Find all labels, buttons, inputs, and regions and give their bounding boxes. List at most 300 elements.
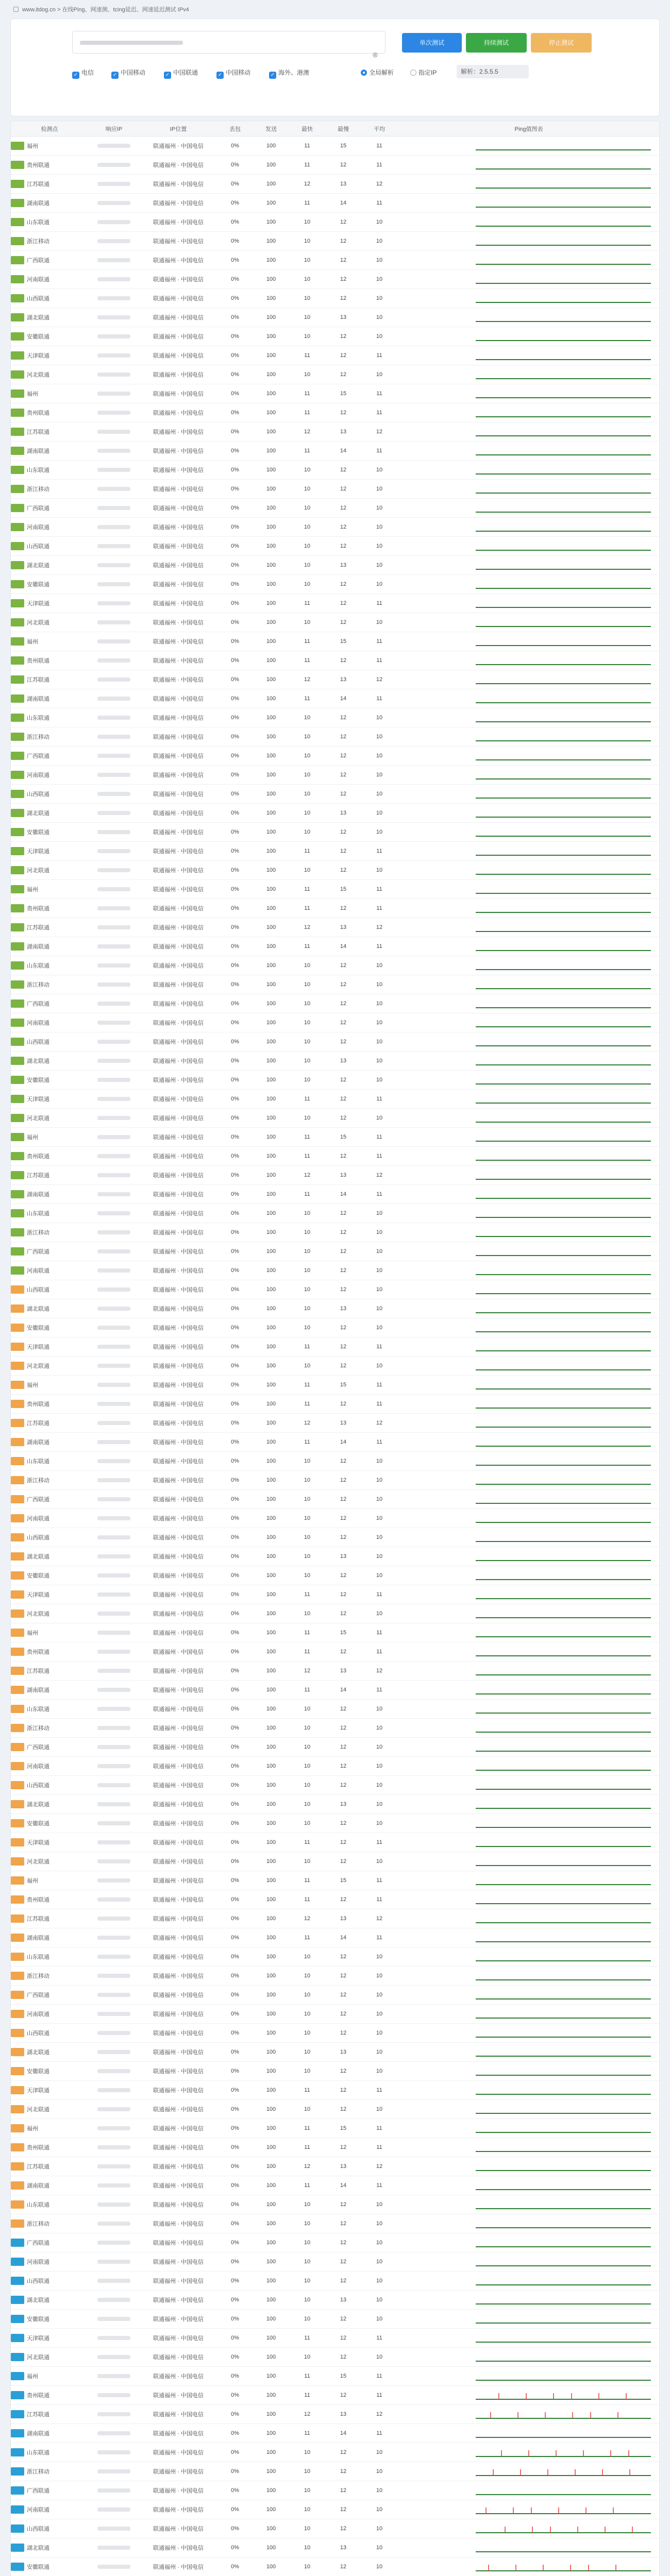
response-ip: [97, 1230, 130, 1234]
max: 12: [340, 1020, 347, 1026]
table-row[interactable]: [11, 537, 660, 556]
table-row[interactable]: [11, 1223, 660, 1242]
ip-location: 联通福州 · 中国电信: [153, 1173, 204, 1179]
ping-chart: [476, 635, 651, 649]
ip-location: 联通福州 · 中国电信: [153, 1134, 204, 1141]
node-cell: [11, 365, 88, 384]
table-row[interactable]: [11, 1090, 660, 1109]
table-row[interactable]: [11, 2367, 660, 2386]
table-row[interactable]: [11, 1471, 660, 1490]
max: 13: [340, 1058, 347, 1064]
table-row[interactable]: [11, 1261, 660, 1280]
table-row[interactable]: [11, 289, 660, 308]
table-row[interactable]: [11, 899, 660, 918]
table-row[interactable]: [11, 2386, 660, 2405]
ip-location: 联通福州 · 中国电信: [153, 2545, 204, 2551]
table-row[interactable]: [11, 727, 660, 747]
max: 12: [340, 1611, 347, 1617]
ip-location: 联通福州 · 中国电信: [153, 1001, 204, 1007]
isp-tag: [11, 2524, 24, 2533]
isp-tag: [11, 523, 24, 531]
loss: 0%: [231, 1420, 239, 1426]
ip-location: 联通福州 · 中国电信: [153, 410, 204, 416]
node-cell: [11, 2329, 88, 2347]
table-row[interactable]: [11, 1795, 660, 1814]
table-row[interactable]: [11, 480, 660, 499]
table-row[interactable]: [11, 2329, 660, 2348]
table-row[interactable]: [11, 1318, 660, 1337]
table-row[interactable]: [11, 1147, 660, 1166]
avg: 10: [376, 1534, 383, 1540]
isp-tag: [11, 2124, 24, 2132]
loss: 0%: [231, 1782, 239, 1788]
table-row[interactable]: [11, 2348, 660, 2367]
response-ip: [97, 544, 130, 548]
table-row[interactable]: [11, 975, 660, 994]
response-ip: [97, 868, 130, 872]
table-row[interactable]: [11, 175, 660, 194]
isp-tag: [11, 1514, 24, 1522]
isp-tag: [11, 1171, 24, 1179]
table-row[interactable]: [11, 2043, 660, 2062]
table-row[interactable]: [11, 1395, 660, 1414]
table-row[interactable]: [11, 1681, 660, 1700]
max: 13: [340, 2297, 347, 2303]
avg: 11: [376, 2335, 382, 2341]
ip-location: 联通福州 · 中国电信: [153, 2202, 204, 2208]
avg: 10: [376, 810, 383, 816]
table-row[interactable]: [11, 1299, 660, 1318]
response-ip: [97, 2012, 130, 2016]
table-row[interactable]: [11, 1852, 660, 1871]
node-name: 山西联通: [27, 791, 49, 798]
ip-cell: [88, 2557, 140, 2576]
table-row[interactable]: [11, 2176, 660, 2195]
table-row[interactable]: [11, 556, 660, 575]
table-row[interactable]: [11, 575, 660, 594]
table-row[interactable]: [11, 346, 660, 365]
ip-field[interactable]: 解析：2.5.5.5: [457, 65, 529, 78]
table-row[interactable]: [11, 1719, 660, 1738]
sent: 100: [266, 1477, 276, 1483]
option-cernet[interactable]: ✓ 中国移动: [216, 68, 250, 76]
isp-tag: [11, 275, 24, 283]
table-row[interactable]: [11, 2252, 660, 2272]
table-row[interactable]: [11, 2272, 660, 2291]
node-name: 江苏联通: [27, 1916, 49, 1922]
table-row[interactable]: [11, 2481, 660, 2500]
avg: 10: [376, 1820, 383, 1826]
table-row[interactable]: [11, 594, 660, 613]
node-name: 天津联通: [27, 2088, 49, 2094]
max: 12: [340, 1858, 347, 1865]
ip-location: 联通福州 · 中国电信: [153, 258, 204, 264]
ping-chart: [476, 2465, 651, 2479]
table-row[interactable]: [11, 1185, 660, 1204]
table-row[interactable]: [11, 156, 660, 175]
node-name: 安徽联通: [27, 2316, 49, 2323]
avg: 10: [376, 1077, 383, 1083]
table-row[interactable]: [11, 1814, 660, 1833]
response-ip: [97, 2202, 130, 2207]
avg: 10: [376, 2545, 383, 2551]
table-row[interactable]: [11, 1509, 660, 1528]
node-name: 浙江移动: [27, 239, 49, 245]
table-row[interactable]: [11, 1204, 660, 1223]
table-row[interactable]: [11, 308, 660, 327]
table-row[interactable]: [11, 1986, 660, 2005]
avg: 10: [376, 2106, 383, 2112]
isp-tag: [11, 1590, 24, 1599]
table-row[interactable]: [11, 1776, 660, 1795]
table-row[interactable]: [11, 2405, 660, 2424]
table-row[interactable]: [11, 689, 660, 708]
node-name: 天津联通: [27, 1344, 49, 1350]
table-row[interactable]: [11, 461, 660, 480]
node-cell: [11, 594, 88, 613]
min: 11: [304, 2392, 310, 2398]
table-row[interactable]: [11, 880, 660, 899]
min: 10: [304, 2487, 311, 2494]
option-mobile[interactable]: ✓ 中国移动: [111, 68, 145, 76]
sent: 100: [266, 1191, 276, 1197]
node-cell: [11, 156, 88, 174]
table-row[interactable]: [11, 518, 660, 537]
table-row[interactable]: [11, 1642, 660, 1662]
response-ip: [97, 2412, 130, 2416]
table-row[interactable]: [11, 1013, 660, 1032]
loss: 0%: [231, 2487, 239, 2494]
node-cell: [11, 2367, 88, 2385]
table-row[interactable]: [11, 1604, 660, 1623]
table-row[interactable]: [11, 861, 660, 880]
sent: 100: [266, 638, 276, 645]
table-row[interactable]: [11, 1032, 660, 1052]
min: 10: [304, 562, 311, 568]
node-name: 湖北联通: [27, 563, 49, 569]
isp-tag: [11, 999, 24, 1008]
node-cell: [11, 308, 88, 327]
response-ip: [97, 716, 130, 720]
loss: 0%: [231, 410, 239, 416]
table-row[interactable]: [11, 1833, 660, 1852]
max: 12: [340, 962, 347, 969]
max: 12: [340, 1534, 347, 1540]
sent: 100: [266, 1306, 276, 1312]
avg: 10: [376, 1458, 383, 1464]
ping-chart: [476, 692, 651, 706]
response-ip: [97, 1878, 130, 1883]
table-row[interactable]: [11, 670, 660, 689]
table-row[interactable]: [11, 1280, 660, 1299]
ip-location: 联通福州 · 中国电信: [153, 1802, 204, 1808]
max: 14: [340, 2430, 347, 2436]
isp-tag: [11, 2563, 24, 2571]
ip-location: 联通福州 · 中国电信: [153, 1020, 204, 1026]
table-row[interactable]: [11, 2081, 660, 2100]
table-row[interactable]: [11, 2538, 660, 2557]
table-row[interactable]: [11, 1528, 660, 1547]
min: 10: [304, 1744, 311, 1750]
table-row[interactable]: [11, 804, 660, 823]
option-telecom[interactable]: ✓ 电信: [72, 68, 94, 76]
node-cell: [11, 1471, 88, 1489]
table-row[interactable]: [11, 1433, 660, 1452]
table-row[interactable]: [11, 1242, 660, 1261]
node-name: 湖南联通: [27, 1935, 49, 1941]
table-row[interactable]: [11, 1337, 660, 1357]
min: 10: [304, 295, 311, 301]
table-row[interactable]: [11, 2291, 660, 2310]
table-row[interactable]: [11, 1928, 660, 1947]
response-ip: [97, 372, 130, 377]
table-row[interactable]: [11, 2424, 660, 2443]
table-row[interactable]: [11, 327, 660, 346]
node-cell: [11, 956, 88, 975]
avg: 10: [376, 753, 383, 759]
avg: 10: [376, 1325, 383, 1331]
table-row[interactable]: [11, 442, 660, 461]
table-row[interactable]: [11, 2519, 660, 2538]
option-overseas[interactable]: ✓ 海外、港澳: [269, 68, 309, 76]
table-row[interactable]: [11, 918, 660, 937]
ip-cell: [88, 2062, 140, 2080]
node-cell: [11, 175, 88, 193]
node-name: 山东联通: [27, 467, 49, 473]
table-row[interactable]: [11, 1871, 660, 1890]
min: 12: [304, 2411, 311, 2417]
min: 10: [304, 2259, 311, 2265]
isp-tag: [11, 637, 24, 646]
node-cell: [11, 1433, 88, 1451]
min: 10: [304, 1801, 311, 1807]
node-name: 山东联通: [27, 1459, 49, 1465]
node-cell: [11, 2557, 88, 2576]
sent: 100: [266, 1820, 276, 1826]
table-row[interactable]: [11, 1052, 660, 1071]
table-row[interactable]: [11, 1109, 660, 1128]
table-row[interactable]: [11, 1452, 660, 1471]
max: 12: [340, 1649, 347, 1655]
table-row[interactable]: [11, 2214, 660, 2233]
loss: 0%: [231, 2049, 239, 2055]
column-header: 丢包: [229, 126, 241, 132]
min: 11: [304, 1630, 310, 1636]
node-name: 福州: [27, 1382, 38, 1388]
table-row[interactable]: [11, 632, 660, 651]
loss: 0%: [231, 1096, 239, 1102]
response-ip: [97, 1650, 130, 1654]
table-row[interactable]: [11, 1566, 660, 1585]
ip-cell: [88, 518, 140, 536]
loss: 0%: [231, 238, 239, 244]
checkbox-icon: ✓: [72, 72, 79, 79]
table-row[interactable]: [11, 1357, 660, 1376]
isp-tag: [11, 2410, 24, 2418]
max: 15: [340, 638, 347, 645]
node-cell: [11, 1662, 88, 1680]
ip-location: 联通福州 · 中国电信: [153, 544, 204, 550]
table-row[interactable]: [11, 2462, 660, 2481]
table-row[interactable]: [11, 956, 660, 975]
max: 13: [340, 1553, 347, 1560]
ip-location: 联通福州 · 中国电信: [153, 715, 204, 721]
host-input[interactable]: [72, 31, 386, 54]
single-test-button[interactable]: 单次测试: [402, 33, 462, 53]
node-name: 河南联通: [27, 772, 49, 778]
table-row[interactable]: [11, 251, 660, 270]
loss: 0%: [231, 467, 239, 473]
table-row[interactable]: [11, 708, 660, 727]
ping-chart: [476, 997, 651, 1011]
table-row[interactable]: [11, 613, 660, 632]
min: 10: [304, 1058, 311, 1064]
isp-tag: [11, 485, 24, 493]
min: 10: [304, 962, 311, 969]
node-cell: [11, 1376, 88, 1394]
table-row[interactable]: [11, 1947, 660, 1967]
table-row[interactable]: [11, 2233, 660, 2252]
loss: 0%: [231, 734, 239, 740]
table-row[interactable]: [11, 2195, 660, 2214]
radio-global-dns[interactable]: 全局解析: [361, 68, 394, 76]
table-row[interactable]: [11, 785, 660, 804]
table-row[interactable]: [11, 422, 660, 442]
min: 10: [304, 314, 311, 320]
avg: 10: [376, 581, 383, 587]
response-ip: [97, 563, 130, 567]
isp-tag: [11, 294, 24, 302]
table-row[interactable]: [11, 2157, 660, 2176]
table-row[interactable]: [11, 2138, 660, 2157]
table-row[interactable]: [11, 994, 660, 1013]
ping-chart: [476, 826, 651, 839]
node-name: 河南联通: [27, 2011, 49, 2018]
ping-chart: [476, 1703, 651, 1716]
table-row[interactable]: [11, 499, 660, 518]
table-row[interactable]: [11, 403, 660, 422]
table-row[interactable]: [11, 1166, 660, 1185]
table-row[interactable]: [11, 2500, 660, 2519]
table-row[interactable]: [11, 1967, 660, 1986]
table-row[interactable]: [11, 937, 660, 956]
sent: 100: [266, 2201, 276, 2208]
isp-tag: [11, 1571, 24, 1580]
table-row[interactable]: [11, 137, 660, 156]
table-row[interactable]: [11, 2443, 660, 2462]
table-row[interactable]: [11, 1490, 660, 1509]
min: 10: [304, 2468, 311, 2475]
table-row[interactable]: [11, 2024, 660, 2043]
table-row[interactable]: [11, 842, 660, 861]
ping-chart: [476, 1360, 651, 1373]
avg: 11: [376, 1153, 382, 1159]
radio-specify-ip[interactable]: 指定IP: [410, 68, 437, 76]
isp-tag: [11, 752, 24, 760]
loss: 0%: [231, 962, 239, 969]
ip-location: 联通福州 · 中国电信: [153, 200, 204, 207]
isp-tag: [11, 1228, 24, 1236]
table-row[interactable]: [11, 1738, 660, 1757]
option-unicom[interactable]: ✓ 中国联通: [164, 68, 198, 76]
max: 12: [340, 295, 347, 301]
ip-location: 联通福州 · 中国电信: [153, 315, 204, 321]
table-row[interactable]: [11, 1071, 660, 1090]
table-row[interactable]: [11, 270, 660, 289]
table-row[interactable]: [11, 1623, 660, 1642]
stop-test-button[interactable]: 停止测试: [531, 33, 592, 53]
table-row[interactable]: [11, 194, 660, 213]
ip-cell: [88, 1642, 140, 1661]
table-row[interactable]: [11, 1700, 660, 1719]
node-cell: [11, 1814, 88, 1833]
table-row[interactable]: [11, 2119, 660, 2138]
avg: 10: [376, 1210, 383, 1216]
table-row[interactable]: [11, 232, 660, 251]
table-row[interactable]: [11, 1414, 660, 1433]
min: 10: [304, 1954, 311, 1960]
avg: 11: [376, 1877, 382, 1884]
table-row[interactable]: [11, 766, 660, 785]
table-row[interactable]: [11, 1757, 660, 1776]
table-row[interactable]: [11, 1662, 660, 1681]
breadcrumb-tools[interactable]: 在线Ping、网速测、tcing延迟、网速延迟测试: [62, 7, 176, 13]
table-row[interactable]: [11, 1128, 660, 1147]
table-row[interactable]: [11, 1585, 660, 1604]
breadcrumb-site[interactable]: www.itdog.cn: [22, 7, 56, 13]
ip-cell: [88, 1052, 140, 1070]
isp-tag: [11, 2143, 24, 2151]
node-name: 福州: [27, 887, 38, 893]
table-row[interactable]: [11, 213, 660, 232]
node-cell: [11, 480, 88, 498]
ip-location: 联通福州 · 中国电信: [153, 1459, 204, 1465]
min: 10: [304, 829, 311, 835]
avg: 11: [376, 2392, 382, 2398]
clear-icon[interactable]: ⊗: [372, 50, 378, 59]
isp-tag: [11, 2067, 24, 2075]
table-row[interactable]: [11, 823, 660, 842]
loss: 0%: [231, 162, 239, 168]
table-row[interactable]: [11, 747, 660, 766]
continuous-test-button[interactable]: 持续测试: [466, 33, 527, 53]
response-ip: [97, 334, 130, 338]
ping-chart: [476, 1207, 651, 1221]
table-row[interactable]: [11, 384, 660, 403]
table-row[interactable]: [11, 365, 660, 384]
ip-location: 联通福州 · 中国电信: [153, 620, 204, 626]
table-row[interactable]: [11, 1547, 660, 1566]
table-row[interactable]: [11, 2310, 660, 2329]
avg: 10: [376, 1858, 383, 1865]
max: 15: [340, 143, 347, 149]
node-name: 湖北联通: [27, 2545, 49, 2551]
node-name: 湖南联通: [27, 2183, 49, 2189]
ping-chart: [476, 2370, 651, 2383]
table-row[interactable]: [11, 1909, 660, 1928]
table-row[interactable]: [11, 1890, 660, 1909]
table-row[interactable]: [11, 2062, 660, 2081]
table-row[interactable]: [11, 2100, 660, 2119]
node-name: 河南联通: [27, 2259, 49, 2265]
table-row[interactable]: [11, 2557, 660, 2576]
ping-chart: [476, 2122, 651, 2136]
radio-icon: [361, 70, 367, 76]
table-row[interactable]: [11, 651, 660, 670]
table-row[interactable]: [11, 1376, 660, 1395]
avg: 11: [376, 696, 382, 702]
table-row[interactable]: [11, 2005, 660, 2024]
